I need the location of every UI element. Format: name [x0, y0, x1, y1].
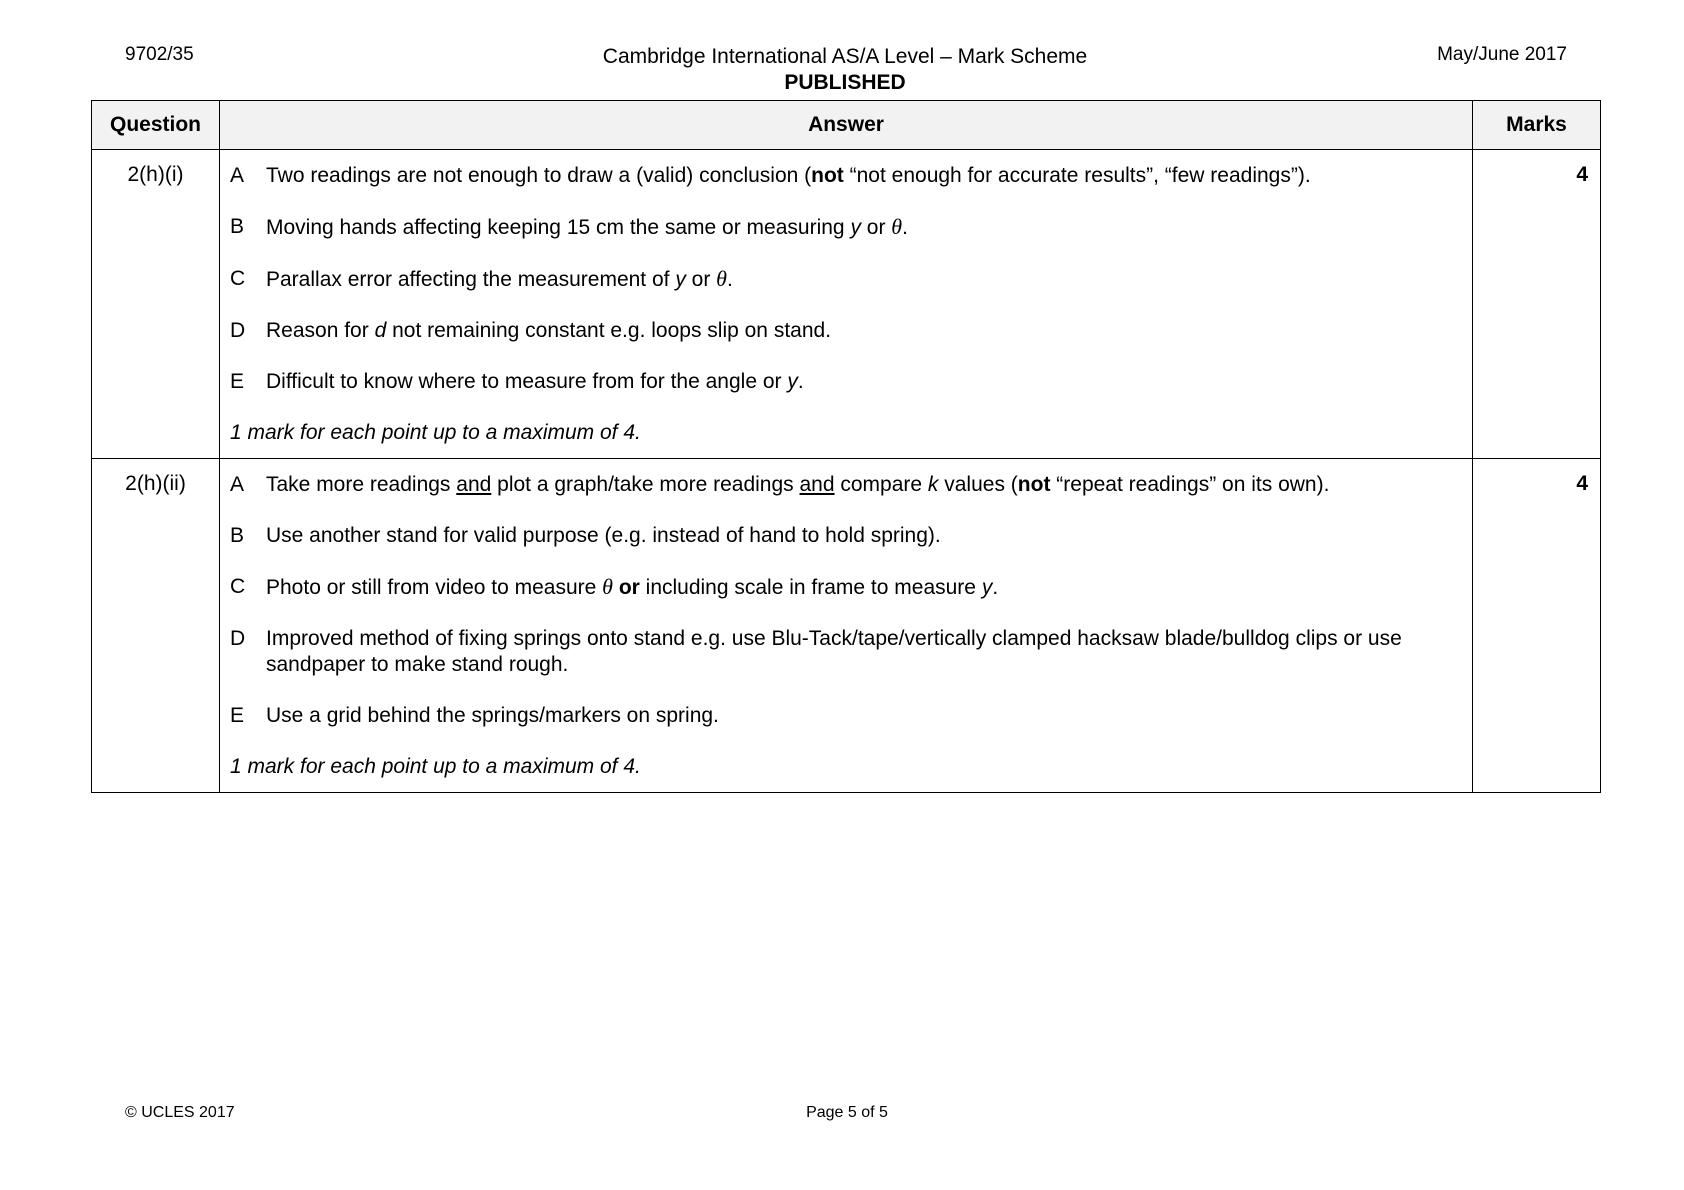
point-letter: E [230, 370, 245, 393]
answer-cell [220, 459, 1473, 793]
point-letter: D [230, 319, 246, 342]
point-letter: A [230, 473, 245, 496]
document-title: Cambridge International AS/A Level – Mark Scheme [602, 45, 1088, 68]
mark-scheme-table [91, 100, 1601, 793]
point-text: Use a grid behind the springs/markers on spring. [266, 704, 719, 727]
point-text: Photo or still from video to measure θ or including scale in frame to measure y. [266, 574, 999, 599]
page-number: Page 5 of 5 [806, 1104, 888, 1121]
point-text: Improved method of fixing springs onto stand e.g. use Blu-Tack/tape/vertically clamped hacksaw blade/bulldog clips or use sandpaper to make stand rough. [266, 627, 1402, 676]
marking-point [230, 703, 1460, 729]
marking-point [230, 472, 1460, 498]
point-letter: B [230, 215, 245, 238]
point-text: Reason for d not remaining constant e.g. loops slip on stand. [266, 319, 832, 342]
marking-point [230, 574, 1460, 601]
marking-point [230, 214, 1460, 241]
point-text: Use another stand for valid purpose (e.g. instead of hand to hold spring). [266, 524, 941, 547]
answer-cell [220, 150, 1473, 459]
point-text: Take more readings and plot a graph/take more readings and compare k values (not “repeat readings” on its own). [266, 473, 1330, 496]
published-label: PUBLISHED [784, 71, 906, 94]
marking-point [230, 369, 1460, 395]
point-letter: E [230, 704, 245, 727]
marks-value: 4 [1473, 150, 1601, 459]
point-letter: C [230, 267, 246, 290]
point-text: Moving hands affecting keeping 15 cm the same or measuring y or θ. [266, 214, 908, 239]
point-text: Difficult to know where to measure from for the angle or y. [266, 370, 804, 393]
marks-value: 4 [1473, 459, 1601, 793]
marking-point [230, 523, 1460, 549]
marking-point [230, 626, 1460, 678]
point-letter: D [230, 627, 246, 650]
marking-point [230, 318, 1460, 344]
point-letter: A [230, 164, 245, 187]
marking-point [230, 163, 1460, 189]
answer-column-header: Answer [220, 101, 1473, 150]
marking-note: 1 mark for each point up to a maximum of 4. [230, 421, 641, 444]
point-text: Two readings are not enough to draw a (valid) conclusion (not “not enough for accurate results”, “few readings”). [266, 164, 1311, 187]
point-letter: B [230, 524, 245, 547]
table-header-row [92, 101, 1601, 150]
exam-session: May/June 2017 [1437, 44, 1567, 65]
marking-point [230, 266, 1460, 293]
marking-note: 1 mark for each point up to a maximum of 4. [230, 755, 641, 778]
page-header [0, 44, 1684, 96]
point-letter: C [230, 575, 246, 598]
point-text: Parallax error affecting the measurement of y or θ. [266, 266, 733, 291]
question-column-header: Question [92, 101, 220, 150]
copyright-notice: © UCLES 2017 [125, 1104, 235, 1121]
paper-code: 9702/35 [125, 44, 194, 65]
table-row [92, 459, 1601, 793]
question-number: 2(h)(i) [92, 150, 220, 459]
question-number: 2(h)(ii) [92, 459, 220, 793]
marks-column-header: Marks [1473, 101, 1601, 150]
table-row [92, 150, 1601, 459]
